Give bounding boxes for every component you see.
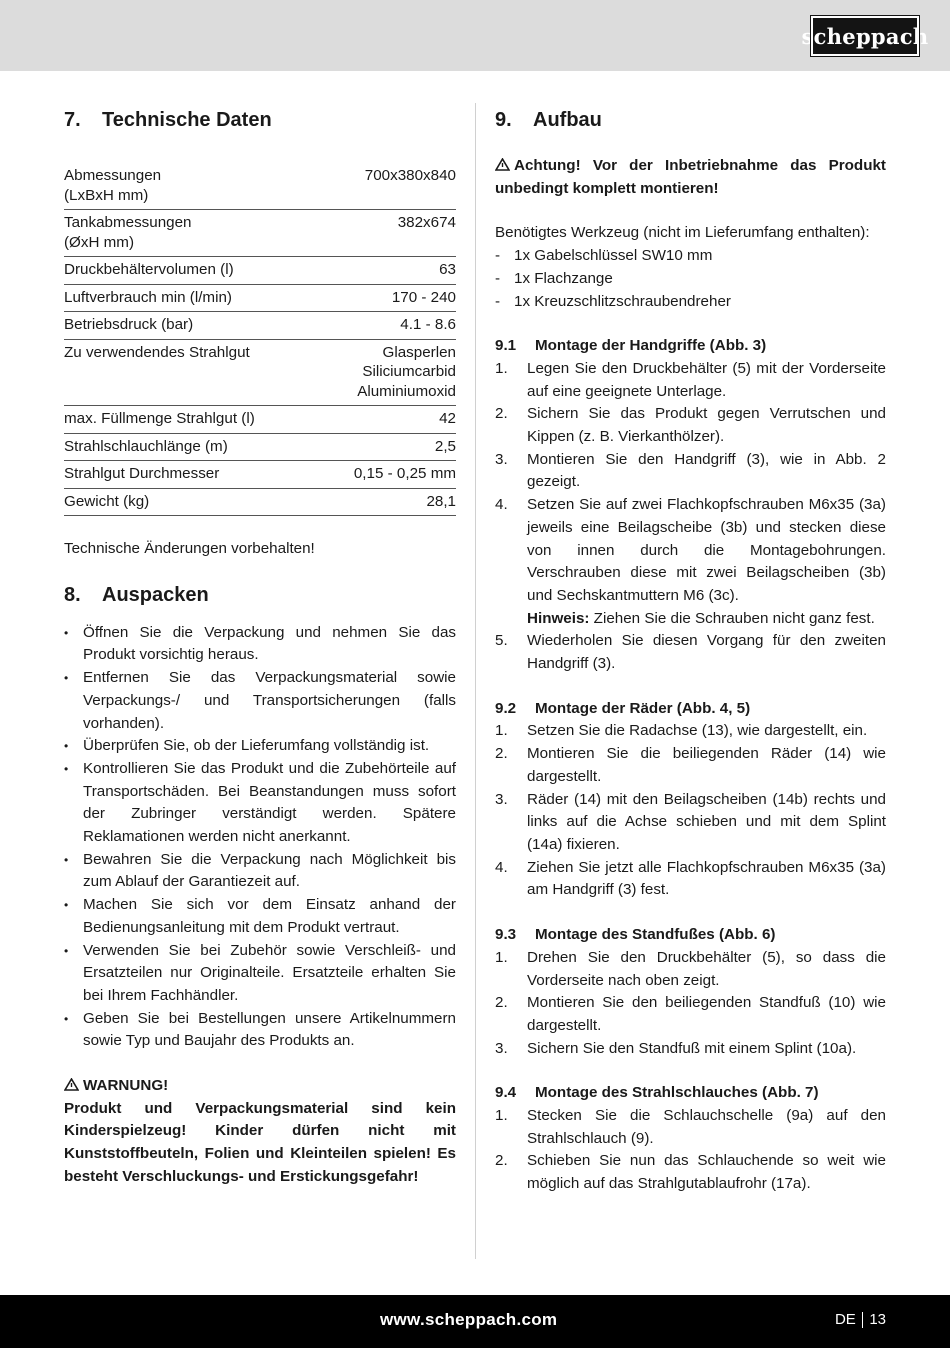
step-text: Schieben Sie nun das Schlauchende so weit wie möglich auf das Strahlgutablaufrohr (17a).	[527, 1152, 886, 1193]
right-column	[495, 105, 886, 1196]
spec-value: 700x380x840	[319, 163, 456, 210]
spec-row	[64, 488, 456, 516]
changes-note: Technische Änderungen vorbehalten!	[64, 540, 315, 557]
step-number: 1.	[495, 722, 508, 740]
tool-item: - 1x Gabelschlüssel SW10 mm	[495, 245, 886, 268]
section-number: 9.	[495, 109, 512, 131]
subsection-number: 9.4	[495, 1084, 517, 1102]
spec-value: Glasperlen Siliciumcarbid Aluminiumoxid	[319, 339, 456, 406]
steps-9-2	[495, 720, 886, 902]
section-number: 8.	[64, 583, 81, 606]
step-text: Sichern Sie das Produkt gegen Verrutschen und Kippen (z. B. Vierkanthölzer).	[527, 405, 886, 446]
tools-intro: Benötigtes Werkzeug (nicht im Lieferumfang enthalten):	[495, 224, 870, 242]
scheppach-logo: scheppach	[811, 16, 919, 56]
footer-bar	[0, 1295, 950, 1348]
subsection-9-4-heading	[495, 1082, 886, 1105]
attention-note	[495, 155, 886, 200]
subsection-9-1-heading	[495, 335, 886, 358]
list-item: • Bewahren Sie die Verpackung nach Möglichkeit bis zum Ablauf der Garantiezeit auf.	[64, 849, 456, 894]
subsection-9-3-heading	[495, 924, 886, 947]
warning-block	[64, 1075, 456, 1189]
attention-text: Achtung! Vor der Inbetriebnahme das Produkt unbedingt komplett montieren!	[495, 157, 886, 197]
hint-label: Hinweis:	[527, 609, 590, 627]
step-item	[495, 1150, 886, 1195]
spec-row	[64, 163, 456, 210]
tool-item: - 1x Flachzange	[495, 268, 886, 291]
spec-value: 2,5	[319, 433, 456, 461]
list-item: • Öffnen Sie die Verpackung und nehmen Sie das Produkt vorsichtig heraus.	[64, 622, 456, 667]
spec-row	[64, 257, 456, 285]
step-number: 1.	[495, 1107, 508, 1125]
list-item: • Verwenden Sie bei Zubehör sowie Verschleiß- und Ersatzteilen nur Originalteile. Ersatzteile erhalten Sie bei Ihrem Fachhändler.	[64, 940, 456, 1008]
step-number: 2.	[495, 994, 508, 1012]
step-item	[495, 358, 886, 403]
column-divider	[475, 103, 476, 1259]
step-number: 1.	[495, 948, 508, 966]
step-number: 3.	[495, 1039, 508, 1057]
step-item	[495, 857, 886, 902]
spec-label: Luftverbrauch min (l/min)	[64, 284, 319, 312]
section-title: Aufbau	[533, 109, 602, 131]
warning-heading	[64, 1075, 456, 1098]
spec-label: Zu verwendendes Strahlgut	[64, 339, 319, 406]
spec-value: 170 - 240	[319, 284, 456, 312]
spec-label: Strahlschlauchlänge (m)	[64, 433, 319, 461]
spec-label: Strahlgut Durchmesser	[64, 461, 319, 489]
spec-label: Tankabmessungen (ØxH mm)	[64, 210, 319, 257]
section-7-heading	[64, 105, 456, 135]
list-item: • Kontrollieren Sie das Produkt und die Zubehörteile auf Transportschäden. Bei Beanstandungen muss sofort der Zubringer verständigt werden. Spätere Reklamationen werden nicht anerkannt.	[64, 758, 456, 849]
spec-value: 28,1	[319, 488, 456, 516]
step-number: 4.	[495, 858, 508, 876]
list-item: • Überprüfen Sie, ob der Lieferumfang vollständig ist.	[64, 735, 456, 758]
section-title: Auspacken	[102, 583, 209, 606]
spec-row	[64, 461, 456, 489]
step-number: 2.	[495, 405, 508, 423]
page-indicator	[835, 1311, 886, 1328]
warning-triangle-icon	[495, 158, 510, 171]
spec-label: max. Füllmenge Strahlgut (l)	[64, 406, 319, 434]
step-text: Drehen Sie den Druckbehälter (5), so dass die Vorderseite nach oben zeigt.	[527, 948, 886, 989]
unpacking-list	[64, 622, 456, 1053]
language-code: DE	[834, 1311, 856, 1328]
subsection-number: 9.2	[495, 699, 517, 717]
steps-9-1	[495, 358, 886, 676]
step-item	[495, 720, 886, 743]
subsection-number: 9.3	[495, 926, 517, 944]
top-header-bar	[0, 0, 950, 71]
step-item	[495, 403, 886, 448]
step-item	[495, 449, 886, 494]
step-text: Stecken Sie die Schlauchschelle (9a) auf den Strahlschlauch (9).	[527, 1107, 886, 1147]
step-text: Wiederholen Sie diesen Vorgang für den zweiten Handgriff (3).	[527, 632, 886, 673]
section-8-heading	[64, 580, 456, 610]
step-text: Legen Sie den Druckbehälter (5) mit der Vorderseite auf eine geeignete Unterlage.	[527, 359, 886, 400]
subsection-title: Montage des Strahlschlauches (Abb. 7)	[535, 1084, 819, 1102]
spec-label: Abmessungen (LxBxH mm)	[64, 163, 319, 210]
step-number: 4.	[495, 496, 508, 514]
spec-label: Gewicht (kg)	[64, 488, 319, 516]
warning-title: WARNUNG!	[83, 1077, 169, 1095]
left-column	[64, 105, 456, 1189]
spec-value: 42	[319, 406, 456, 434]
section-number: 7.	[64, 109, 81, 131]
website-link[interactable]: www.scheppach.com	[380, 1310, 558, 1329]
step-item	[495, 1038, 886, 1061]
subsection-9-2-heading	[495, 698, 886, 721]
spec-table	[64, 163, 456, 516]
step-item	[495, 947, 886, 992]
step-item	[495, 1105, 886, 1150]
steps-9-3	[495, 947, 886, 1061]
spec-value: 0,15 - 0,25 mm	[319, 461, 456, 489]
section-9-heading	[495, 105, 886, 135]
step-number: 2.	[495, 745, 508, 763]
subsection-title: Montage der Räder (Abb. 4, 5)	[535, 699, 751, 717]
step-text: Montieren Sie die beiliegenden Räder (14) wie dargestellt.	[527, 745, 886, 785]
step-number: 3.	[495, 450, 508, 468]
warning-text: Produkt und Verpackungsmaterial sind kein Kinderspielzeug! Kinder dürfen nicht mit Kunststoffbeuteln, Folien und Kleinteilen spielen! Es besteht Verschluckungs- und Erstickungsgefahr!	[64, 1099, 456, 1185]
step-text: Ziehen Sie jetzt alle Flachkopfschrauben M6x35 (3a) am Handgriff (3) fest.	[527, 858, 886, 899]
step-item	[495, 992, 886, 1037]
list-item: • Geben Sie bei Bestellungen unsere Artikelnummern sowie Typ und Baujahr des Produkts an.	[64, 1008, 456, 1053]
spec-row	[64, 406, 456, 434]
spec-value: 4.1 - 8.6	[319, 312, 456, 340]
subsection-title: Montage des Standfußes (Abb. 6)	[535, 926, 776, 944]
step-item	[495, 743, 886, 788]
spec-row	[64, 433, 456, 461]
step-text: Setzen Sie die Radachse (13), wie dargestellt, ein.	[527, 722, 868, 740]
page-separator	[862, 1312, 864, 1328]
step-item	[495, 789, 886, 857]
spec-label: Betriebsdruck (bar)	[64, 312, 319, 340]
step-item	[495, 630, 886, 675]
step-text: Sichern Sie den Standfuß mit einem Splint (10a).	[527, 1039, 857, 1057]
steps-9-4	[495, 1105, 886, 1196]
spec-value: 382x674	[319, 210, 456, 257]
step-item	[495, 494, 886, 630]
spec-label: Druckbehältervolumen (l)	[64, 257, 319, 285]
tools-list	[495, 245, 886, 313]
spec-row	[64, 339, 456, 406]
hint-note	[527, 608, 886, 631]
spec-row	[64, 312, 456, 340]
step-text: Montieren Sie den beiliegenden Standfuß (10) wie dargestellt.	[527, 994, 886, 1034]
page-number: 13	[869, 1311, 886, 1328]
step-number: 1.	[495, 359, 508, 377]
step-number: 3.	[495, 790, 508, 808]
step-text: Setzen Sie auf zwei Flachkopfschrauben M6x35 (3a) jeweils eine Beilagscheibe (3b) und stecken diese von innen durch die Montagebohrungen. Verschrauben diese mit zwei Beilagscheiben (3b) und Sechskantmuttern M6 (3c).	[527, 496, 886, 604]
tool-item: - 1x Kreuzschlitzschraubendreher	[495, 291, 886, 314]
step-text: Räder (14) mit den Beilagscheiben (14b) rechts und links auf die Achse schieben und mit dem Splint (14a) fixieren.	[527, 790, 886, 853]
spec-row	[64, 284, 456, 312]
step-number: 5.	[495, 632, 508, 650]
step-text: Montieren Sie den Handgriff (3), wie in Abb. 2 gezeigt.	[527, 450, 886, 491]
warning-triangle-icon	[64, 1078, 79, 1091]
spec-value: 63	[319, 257, 456, 285]
subsection-title: Montage der Handgriffe (Abb. 3)	[535, 337, 767, 355]
list-item: • Machen Sie sich vor dem Einsatz anhand der Bedienungsanleitung mit dem Produkt vertraut.	[64, 894, 456, 939]
spec-row	[64, 210, 456, 257]
subsection-number: 9.1	[495, 337, 517, 355]
section-title: Technische Daten	[102, 109, 272, 131]
list-item: • Entfernen Sie das Verpackungsmaterial sowie Verpackungs-/ und Transportsicherungen (falls vorhanden).	[64, 667, 456, 735]
hint-text: Ziehen Sie die Schrauben nicht ganz fest.	[589, 609, 875, 627]
step-number: 2.	[495, 1152, 508, 1170]
